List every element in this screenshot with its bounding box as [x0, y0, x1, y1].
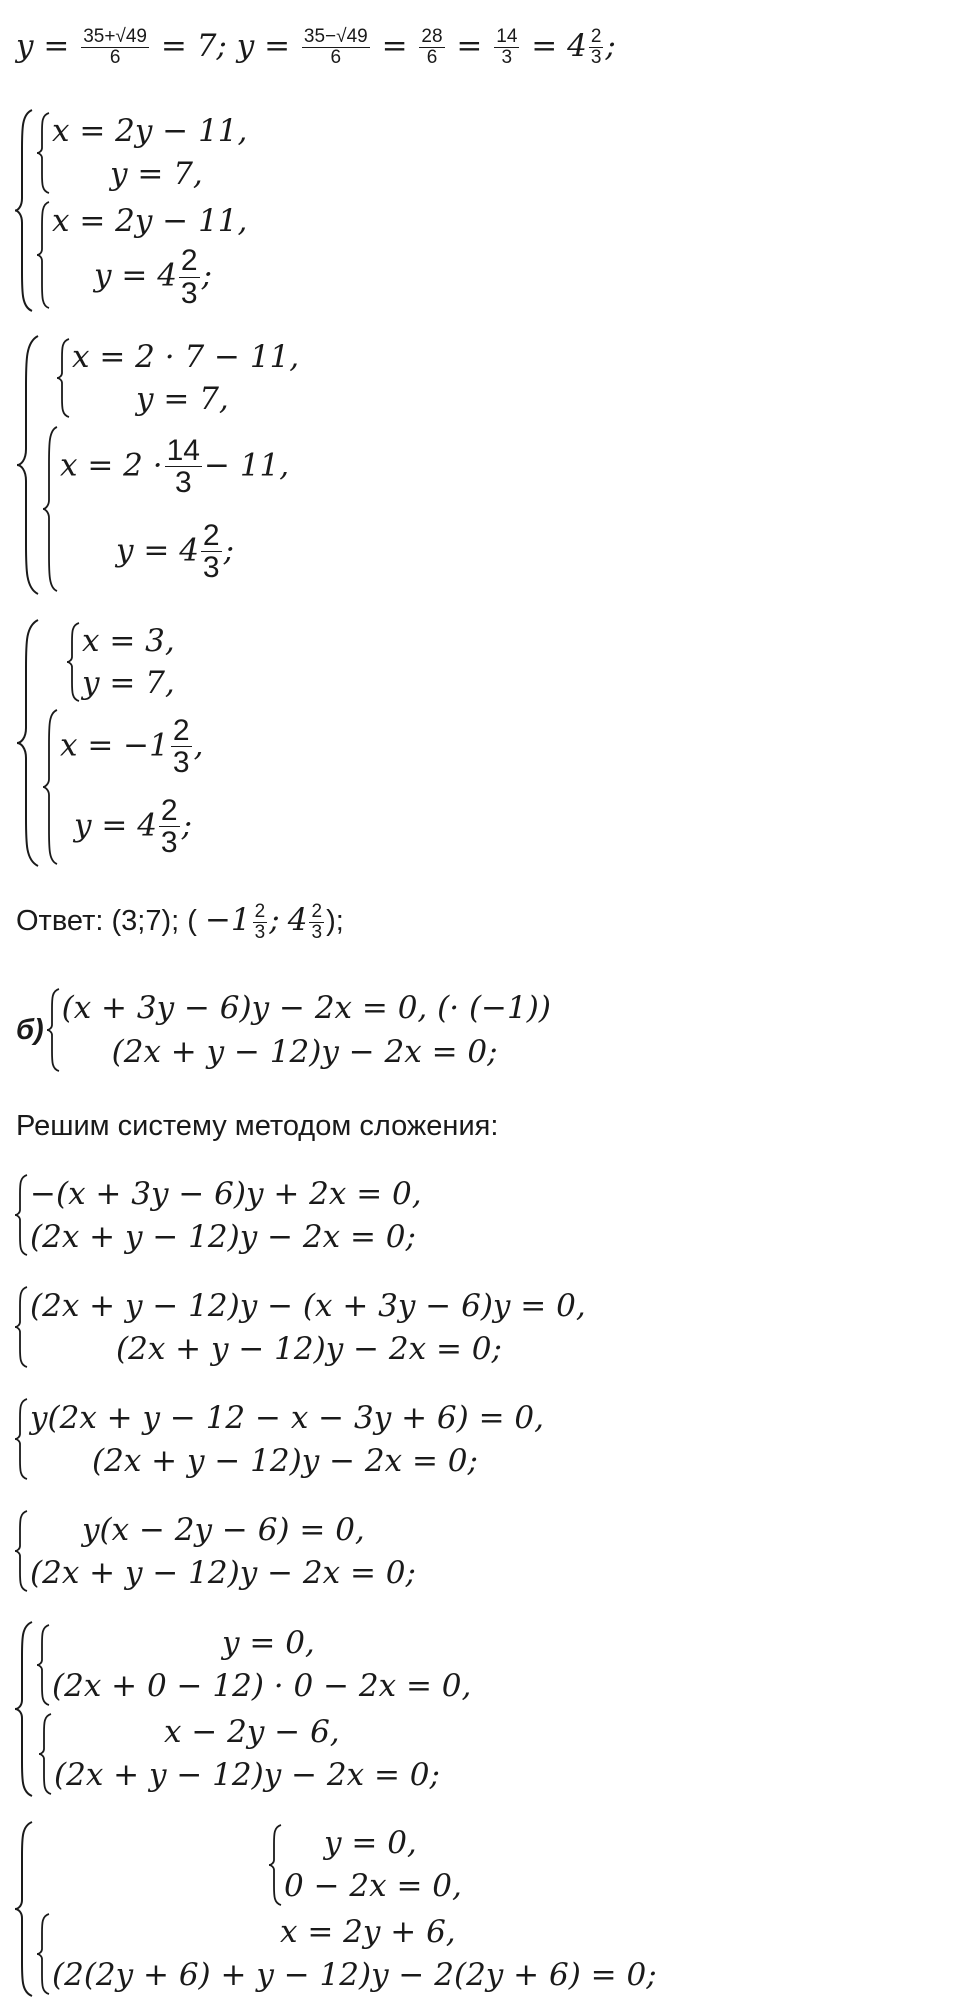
system-4: [14, 1172, 422, 1258]
denominator: 3: [202, 551, 220, 584]
inner-brace-icon: [36, 1911, 52, 1997]
fraction: [81, 27, 149, 68]
equation: y(2x + y − 12 − x − 3y + 6) = 0,: [30, 1399, 544, 1436]
text: ;: [605, 28, 616, 64]
denominator: 6: [426, 47, 438, 68]
text: ,: [193, 727, 204, 763]
equation: (2x + y − 12)y − 2x = 0;: [30, 1218, 416, 1255]
text: −1: [204, 902, 251, 938]
equation: [60, 715, 203, 779]
denominator: 6: [330, 47, 342, 68]
text: x = 2 ·: [60, 447, 163, 483]
numerator: 2: [180, 244, 198, 278]
equation: x = 2y − 11,: [52, 203, 248, 240]
fraction: [159, 795, 180, 859]
denominator: 3: [501, 47, 513, 68]
numerator: 35+√49: [83, 26, 147, 48]
text: ;: [269, 902, 280, 938]
inner-brace-icon: [66, 620, 82, 704]
equation: y(x − 2y − 6) = 0,: [82, 1511, 365, 1548]
method-text: Решим систему методом сложения:: [16, 1110, 499, 1142]
denominator: 3: [172, 746, 190, 779]
text: y = 4: [116, 532, 199, 568]
fraction: [165, 435, 202, 499]
system-2: [16, 334, 362, 596]
outer-brace-icon: [16, 334, 42, 596]
outer-brace-icon: [14, 1620, 36, 1798]
equation: [52, 245, 247, 309]
equation: x − 2y − 6,: [164, 1714, 340, 1750]
equation: (2x + 0 − 12) · 0 − 2x = 0,: [52, 1668, 472, 1704]
brace-icon: [14, 1508, 30, 1594]
y-roots-line: [16, 26, 616, 68]
text: = 4: [531, 28, 587, 64]
denominator: 3: [180, 276, 198, 310]
equation: x = 3,: [82, 622, 175, 659]
fraction: [201, 520, 222, 584]
numerator: 2: [172, 713, 190, 747]
equation: [60, 795, 203, 859]
fraction: [179, 245, 200, 309]
equation: x = 2y + 6,: [280, 1914, 456, 1950]
numerator: 14: [166, 433, 200, 467]
text: 4: [287, 902, 308, 938]
numerator: 28: [421, 26, 443, 48]
fraction: [309, 902, 324, 943]
numerator: 2: [202, 518, 220, 552]
text: − 11,: [203, 447, 290, 483]
equation: x = 2y − 11,: [52, 113, 248, 150]
system-8: [14, 1620, 471, 1798]
text: ;: [181, 807, 193, 843]
text: x = −1: [60, 727, 169, 763]
part-b-label: б): [16, 1014, 44, 1046]
equation: x = 2 · 7 − 11,: [72, 339, 300, 375]
equation: (2x + y − 12)y − 2x = 0;: [30, 1554, 416, 1591]
numerator: 2: [254, 900, 266, 922]
system-9: [14, 1820, 657, 1998]
denominator: 6: [109, 47, 121, 68]
system-3: [16, 618, 302, 868]
text: );: [326, 905, 344, 937]
brace-icon: [14, 1284, 30, 1370]
text: y = 4: [74, 807, 157, 843]
fraction: [419, 27, 444, 68]
text: = 7; y =: [160, 28, 291, 64]
equation: [60, 520, 289, 584]
inner-brace-icon: [42, 424, 60, 594]
outer-brace-icon: [14, 108, 36, 313]
answer-line: [16, 900, 344, 943]
equation: (2x + y − 12)y − 2x = 0;: [111, 1034, 498, 1070]
system-1: [14, 108, 336, 313]
inner-brace-icon: [36, 110, 52, 196]
equation: (2x + y − 12)y − 2x = 0;: [116, 1330, 502, 1367]
equation: y = 7,: [82, 664, 175, 701]
inner-brace-icon: [268, 1822, 284, 1908]
fraction: [171, 715, 192, 779]
denominator: 3: [590, 47, 602, 68]
equation: (2x + y − 12)y − 2x = 0;: [92, 1442, 478, 1479]
equation: y = 0,: [324, 1825, 417, 1861]
system-7: [14, 1508, 416, 1594]
equation: y = 7,: [136, 381, 229, 417]
inner-brace-icon: [36, 1622, 52, 1708]
inner-brace-icon: [42, 707, 60, 867]
text: y = 4: [94, 257, 177, 294]
fraction: [253, 902, 268, 943]
numerator: 35−√49: [303, 26, 368, 48]
equation: (x + 3y − 6)y − 2x = 0, (· (−1)): [61, 990, 551, 1026]
part-b-system: [16, 986, 551, 1074]
answer-label: Ответ: (3;7); (: [16, 905, 197, 937]
equation: 0 − 2x = 0,: [284, 1868, 462, 1904]
inner-brace-icon: [38, 1711, 54, 1797]
denominator: 3: [311, 921, 323, 943]
denominator: 3: [254, 921, 266, 943]
numerator: 2: [160, 793, 178, 827]
equation: (2x + y − 12)y − 2x = 0;: [54, 1757, 440, 1793]
brace-icon: [14, 1172, 30, 1258]
numerator: 2: [311, 900, 323, 922]
brace-icon: [46, 986, 62, 1074]
text: =: [456, 28, 483, 64]
inner-brace-icon: [56, 336, 72, 420]
equation: y = 0,: [222, 1625, 315, 1661]
equation: (2(2y + 6) + y − 12)y − 2(2y + 6) = 0;: [52, 1957, 657, 1993]
equation: −(x + 3y − 6)y + 2x = 0,: [30, 1175, 422, 1212]
text: ;: [201, 257, 213, 294]
outer-brace-icon: [14, 1820, 36, 1998]
numerator: 14: [496, 26, 518, 48]
equation: (2x + y − 12)y − (x + 3y − 6)y = 0,: [30, 1287, 586, 1324]
system-5: [14, 1284, 586, 1370]
fraction: [494, 27, 519, 68]
denominator: 3: [174, 466, 192, 499]
inner-brace-icon: [36, 199, 52, 311]
system-6: [14, 1396, 544, 1482]
text: ;: [223, 532, 235, 568]
numerator: 2: [590, 26, 602, 48]
fraction: [589, 27, 604, 68]
outer-brace-icon: [16, 618, 42, 868]
text: y =: [16, 28, 70, 64]
denominator: 3: [160, 826, 178, 859]
fraction: [302, 27, 370, 68]
equation: y = 7,: [110, 156, 203, 193]
text: =: [381, 28, 408, 64]
equation: [60, 435, 289, 499]
brace-icon: [14, 1396, 30, 1482]
